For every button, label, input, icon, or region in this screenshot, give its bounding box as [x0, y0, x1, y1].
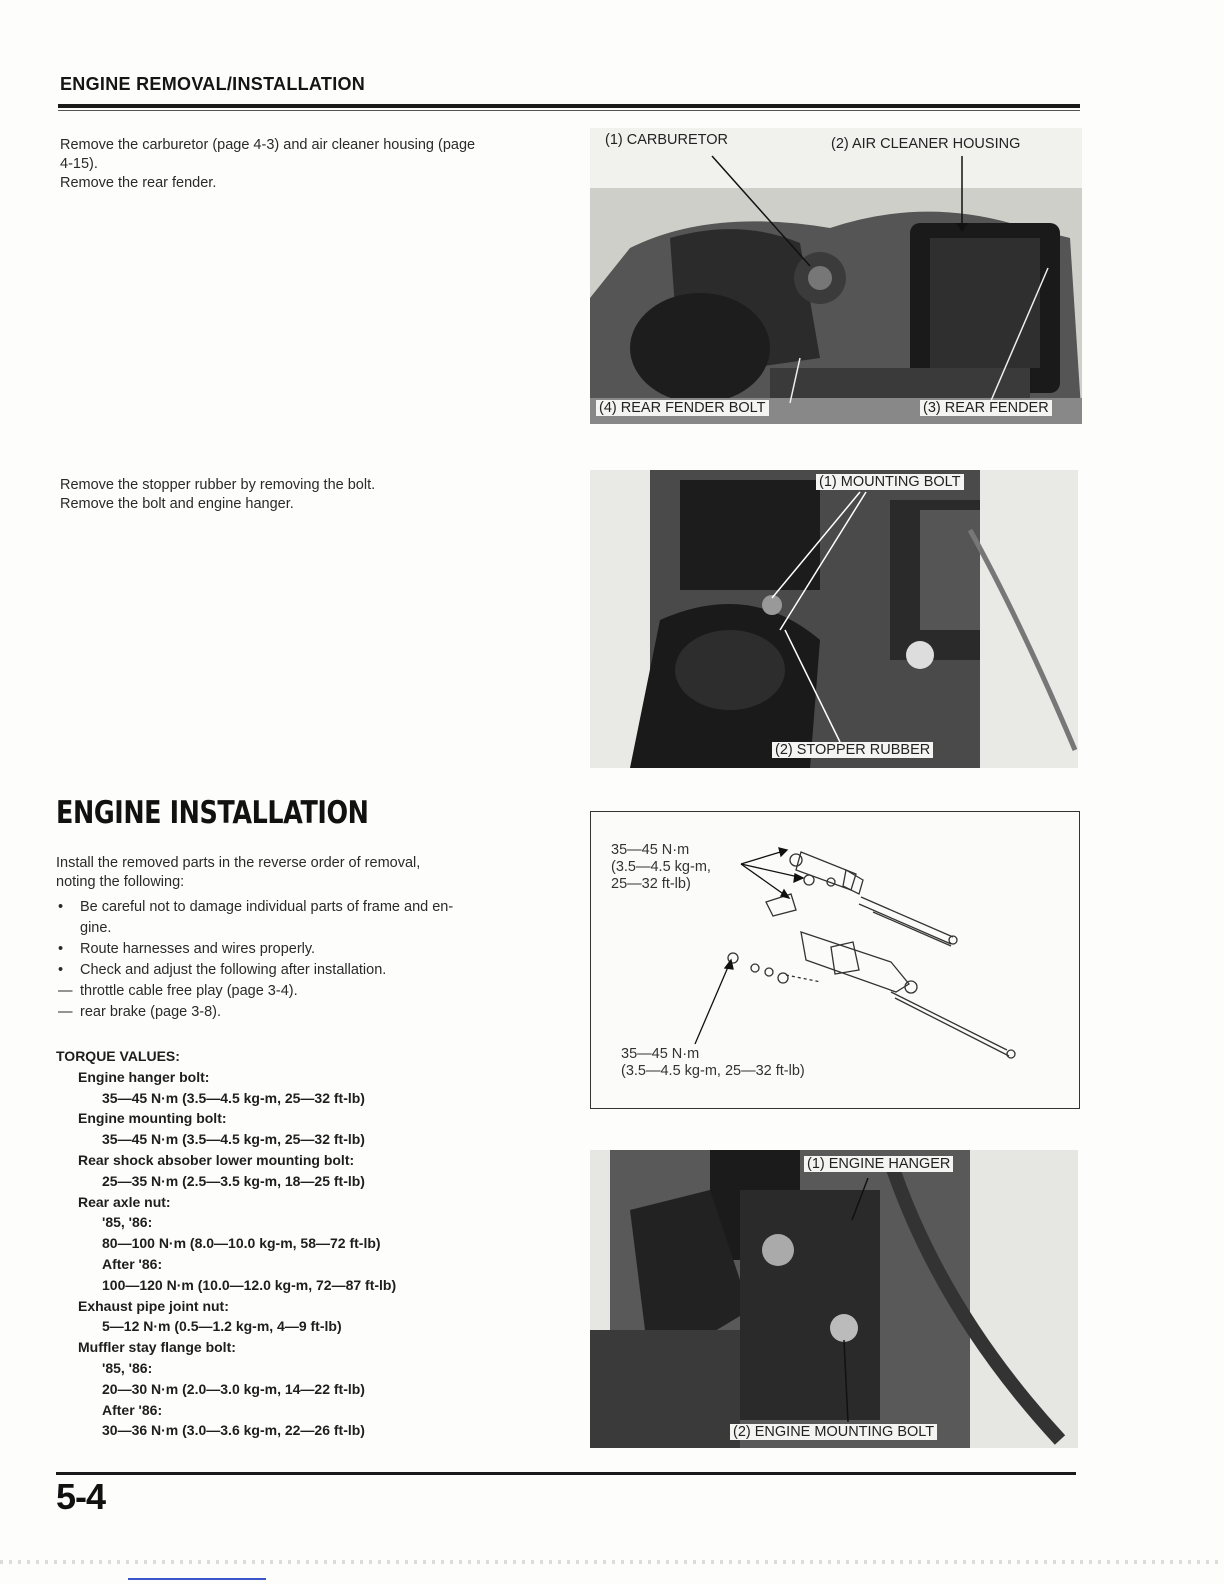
page-number: 5-4 [56, 1476, 106, 1517]
hanger-exploded-diagram [590, 811, 1080, 1109]
torque-year: '85, '86: [102, 1214, 153, 1231]
photo-image [590, 470, 1078, 768]
label-stopper-rubber: (2) STOPPER RUBBER [772, 742, 933, 758]
list-item [56, 960, 576, 981]
photo-carburetor-air-cleaner [590, 128, 1082, 424]
torque-values [56, 1046, 576, 1441]
list-item-text: rear brake (page 3-8). [80, 1004, 222, 1020]
list-item-text: Check and adjust the following after installation. [80, 962, 387, 978]
torque-value: 35—45 N·m (3.5—4.5 kg-m, 25—32 ft-lb) [102, 1089, 365, 1106]
text-line: Remove the stopper rubber by removing the bolt. [60, 477, 376, 493]
text-line: 4-15). [60, 156, 98, 172]
list-item-text: Be careful not to damage individual parts of frame and en- [80, 899, 454, 915]
text-line: Install the removed parts in the reverse order of removal, [56, 855, 421, 871]
torque-value: 20—30 N·m (2.0—3.0 kg-m, 14—22 ft-lb) [102, 1380, 365, 1397]
text-line: (3.5—4.5 kg-m, [611, 859, 711, 875]
torque-label: Rear axle nut: [78, 1193, 171, 1210]
dash-mark: — [58, 1004, 73, 1020]
torque-label: Engine hanger bolt: [78, 1068, 210, 1085]
text-line: Remove the carburetor (page 4-3) and air cleaner housing (page [60, 137, 476, 153]
header-rule [58, 104, 1080, 108]
torque-year: After '86: [102, 1401, 163, 1418]
label-engine-hanger: (1) ENGINE HANGER [804, 1156, 953, 1172]
photo-mounting-bolt [590, 470, 1078, 768]
photo-engine-hanger [590, 1150, 1078, 1448]
header-rule-thin [58, 110, 1080, 111]
list-item-text: Route harnesses and wires properly. [80, 941, 316, 957]
photo-image [590, 1150, 1078, 1448]
torque-value: 80—100 N·m (8.0—10.0 kg-m, 58—72 ft-lb) [102, 1235, 381, 1252]
torque-year: After '86: [102, 1255, 163, 1272]
list-item [56, 918, 576, 939]
section-title: ENGINE REMOVAL/INSTALLATION [60, 74, 366, 94]
text-line: 35—45 N·m [611, 842, 690, 858]
torque-value: 5—12 N·m (0.5—1.2 kg-m, 4—9 ft-lb) [102, 1318, 342, 1335]
label-rear-fender-bolt: (4) REAR FENDER BOLT [596, 400, 769, 416]
text-line: Remove the rear fender. [60, 175, 217, 191]
torque-label: Engine mounting bolt: [78, 1110, 227, 1127]
text-line: 35—45 N·m [621, 1046, 700, 1062]
torque-value: 35—45 N·m (3.5—4.5 kg-m, 25—32 ft-lb) [102, 1131, 365, 1148]
bullet-mark: • [58, 941, 64, 957]
list-item-text: throttle cable free play (page 3-4). [80, 983, 298, 999]
engine-installation-heading: ENGINE INSTALLATION [56, 795, 369, 831]
installation-notes-list [56, 897, 576, 1023]
torque-value: 30—36 N·m (3.0—3.6 kg-m, 22—26 ft-lb) [102, 1422, 365, 1439]
list-item [56, 1002, 576, 1023]
torque-value: 100—120 N·m (10.0—12.0 kg-m, 72—87 ft-lb) [102, 1276, 397, 1293]
removal-paragraph-1 [60, 136, 570, 193]
list-item [56, 981, 576, 1002]
torque-label: Muffler stay flange bolt: [78, 1339, 236, 1356]
text-line: 25—32 ft-lb) [611, 876, 691, 892]
label-mounting-bolt: (1) MOUNTING BOLT [816, 474, 964, 490]
diagram-torque-bottom [621, 1046, 805, 1080]
bullet-mark: • [58, 899, 64, 915]
text-line: Remove the bolt and engine hanger. [60, 496, 294, 512]
removal-paragraph-2 [60, 476, 570, 514]
footer-rule [56, 1472, 1076, 1475]
label-engine-mounting-bolt: (2) ENGINE MOUNTING BOLT [730, 1424, 937, 1440]
label-air-cleaner-housing: (2) AIR CLEANER HOUSING [831, 136, 1021, 152]
photo-image [590, 128, 1082, 424]
bullet-mark [56, 918, 80, 939]
text-line: noting the following: [56, 874, 185, 890]
torque-label: Rear shock absober lower mounting bolt: [78, 1151, 355, 1168]
scan-mark [128, 1578, 266, 1580]
torque-title: TORQUE VALUES: [56, 1048, 180, 1064]
torque-year: '85, '86: [102, 1359, 153, 1376]
label-rear-fender: (3) REAR FENDER [920, 400, 1052, 416]
dash-mark: — [58, 983, 73, 999]
torque-label: Exhaust pipe joint nut: [78, 1297, 229, 1314]
scan-edge-artifact [0, 1560, 1224, 1564]
label-carburetor: (1) CARBURETOR [605, 132, 728, 148]
torque-value: 25—35 N·m (2.5—3.5 kg-m, 18—25 ft-lb) [102, 1172, 365, 1189]
list-item [56, 897, 576, 918]
installation-intro [56, 854, 566, 892]
bullet-mark: • [58, 962, 64, 978]
text-line: (3.5—4.5 kg-m, 25—32 ft-lb) [621, 1063, 805, 1079]
list-item [56, 939, 576, 960]
list-item-text: gine. [80, 920, 112, 936]
